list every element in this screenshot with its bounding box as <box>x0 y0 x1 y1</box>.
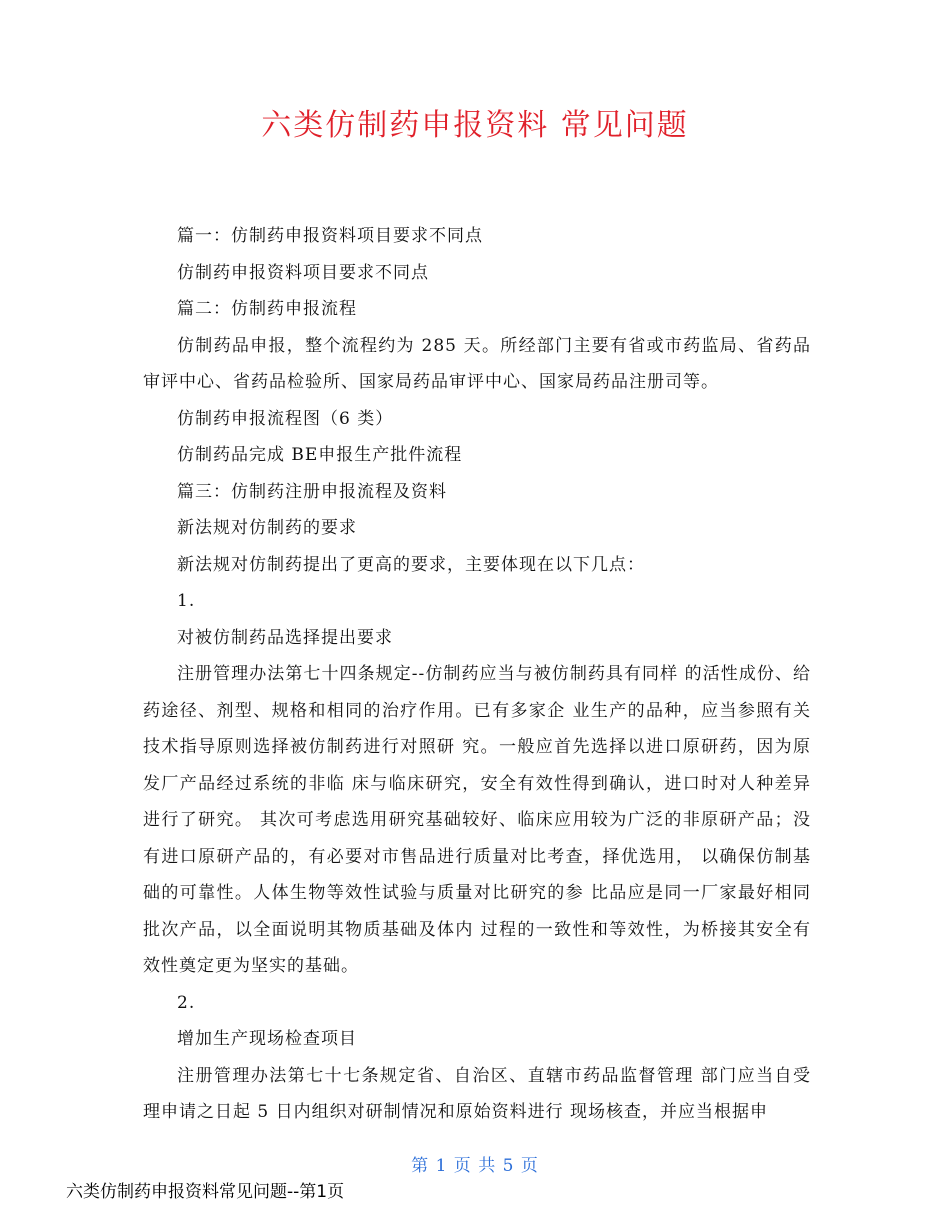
paragraph: 增加生产现场检查项目 <box>177 1029 357 1049</box>
paragraph: 篇一：仿制药申报资料项目要求不同点 <box>177 226 483 246</box>
document-body <box>143 218 811 1131</box>
paragraph: 仿制药申报流程图（6 类） <box>177 408 394 429</box>
paragraph: 仿制药申报资料项目要求不同点 <box>177 262 429 283</box>
paragraph: 新法规对仿制药的要求 <box>177 518 357 538</box>
document-title: 六类仿制药申报资料 常见问题 <box>261 108 689 143</box>
paragraph: 2. <box>177 992 196 1013</box>
paragraph: 注册管理办法第七十七条规定省、自治区、直辖市药品监督管理 部门应当自受理申请之日起 5 日内组织对研制情况和原始资料进行 现场核查，并应当根据申 <box>143 1065 811 1122</box>
paragraph: 篇二：仿制药申报流程 <box>177 299 357 319</box>
paragraph: 仿制药品申报，整个流程约为 285 天。所经部门主要有省或市药监局、省药品审评中心、省药品检验所、国家局药品审评中心、国家局药品注册司等。 <box>143 335 811 392</box>
paragraph: 1. <box>177 591 196 611</box>
paragraph: 仿制药品完成 BE申报生产批件流程 <box>177 445 463 465</box>
paragraph: 新法规对仿制药提出了更高的要求，主要体现在以下几点： <box>177 554 645 575</box>
paragraph: 篇三：仿制药注册申报流程及资料 <box>177 481 447 502</box>
page-number: 第 1 页 共 5 页 <box>411 1156 539 1176</box>
paragraph: 注册管理办法第七十四条规定--仿制药应当与被仿制药具有同样 的活性成份、给药途径、剂型、规格和相同的治疗作用。已有多家企 业生产的品种，应当参照有关技术指导原则选择被仿制药进行对照研 究。一般应首先选择以进口原研药，因为原发厂产品经过系统的非临 床与临床研究，安全有效性得到确认，进口时对人种差异进行了研究。 其次可考虑选用研究基础较好、临床应用较为广泛的非原研产品；没 有进口原研产品的，有必要对市售品进行质量对比考查，择优选用， 以确保仿制基础的可靠性。人体生物等效性试验与质量对比研究的参 比品应是同一厂家最好相同批次产品，以全面说明其物质基础及体内 过程的一致性和等效性，为桥接其安全有效性奠定更为坚实的基础。 <box>143 664 811 976</box>
paragraph: 对被仿制药品选择提出要求 <box>177 627 393 648</box>
footer-label: 六类仿制药申报资料常见问题--第1页 <box>66 1182 345 1202</box>
